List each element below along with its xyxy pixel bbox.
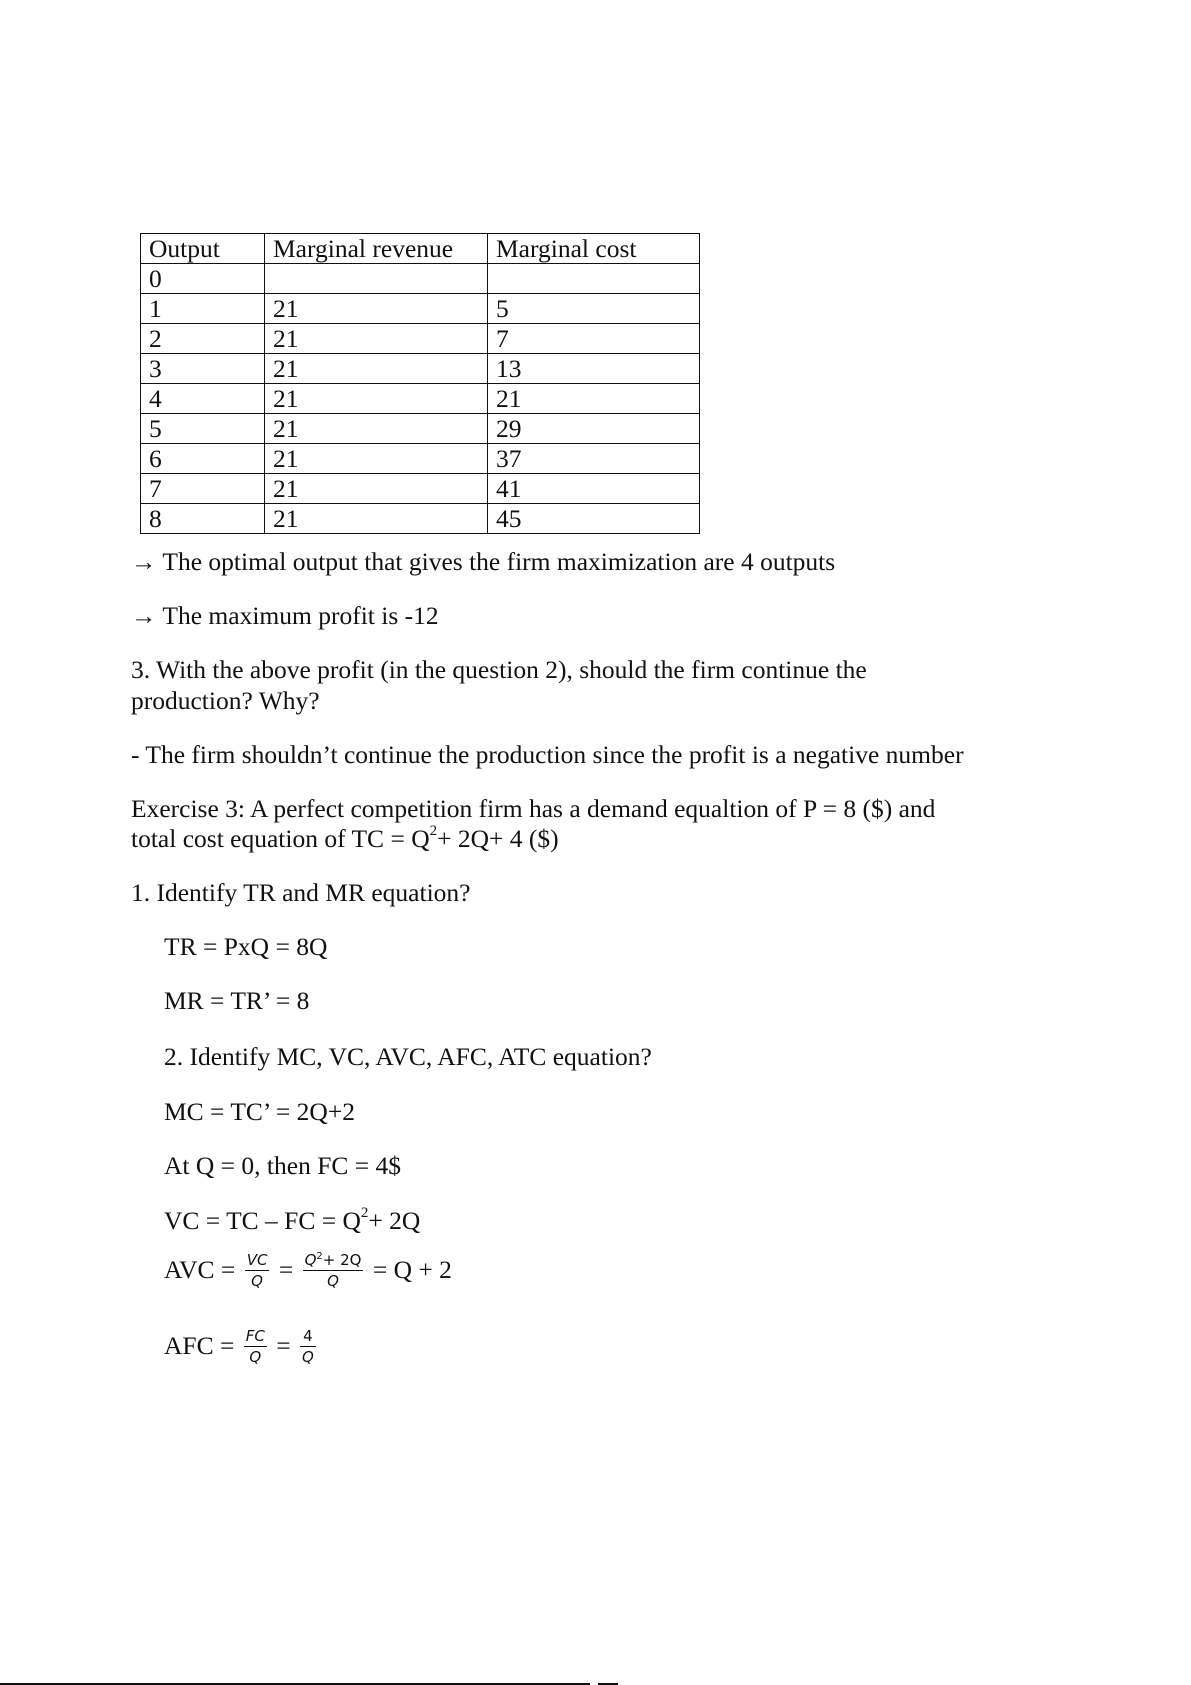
afc-fraction-1 xyxy=(244,1326,267,1367)
avc-label: AVC = xyxy=(164,1255,236,1285)
column-header: Marginal cost xyxy=(488,234,700,264)
table-cell: 0 xyxy=(141,264,265,294)
question-3-line-2: production? Why? xyxy=(131,686,320,715)
vc-text-rest: + 2Q xyxy=(368,1206,421,1235)
table-cell: 29 xyxy=(488,414,700,444)
mc-equation: MC = TC’ = 2Q+2 xyxy=(164,1097,355,1126)
table-cell: 1 xyxy=(141,294,265,324)
avc-fraction-2-numerator xyxy=(303,1250,364,1271)
table-cell: 41 xyxy=(488,474,700,504)
table-cell: 13 xyxy=(488,354,700,384)
tc-text: total cost equation of TC = Q xyxy=(131,824,430,853)
table-cell: 8 xyxy=(141,504,265,534)
avc-result: = Q + 2 xyxy=(372,1255,452,1285)
avc-equation xyxy=(164,1250,452,1291)
avc-numerator-q: Q xyxy=(304,1251,317,1269)
table-cell: 7 xyxy=(488,324,700,354)
table-row xyxy=(141,294,700,324)
tr-equation: TR = PxQ = 8Q xyxy=(164,932,328,961)
afc-fraction-2-numerator: 4 xyxy=(300,1326,316,1347)
table-cell xyxy=(265,264,488,294)
column-header: Output xyxy=(141,234,265,264)
afc-fraction-1-numerator: FC xyxy=(245,1327,265,1345)
afc-equals: = xyxy=(276,1331,291,1361)
table-cell: 21 xyxy=(488,384,700,414)
table-cell: 5 xyxy=(141,414,265,444)
table-cell: 7 xyxy=(141,474,265,504)
table-row xyxy=(141,444,700,474)
table-row xyxy=(141,414,700,444)
table-row xyxy=(141,504,700,534)
tc-text-rest: + 2Q+ 4 ($) xyxy=(437,824,559,853)
afc-fraction-1-denominator: Q xyxy=(249,1348,262,1366)
avc-numerator-rest: + 2Q xyxy=(322,1251,362,1269)
question-1-line: 1. Identify TR and MR equation? xyxy=(131,878,471,907)
table-cell: 21 xyxy=(265,474,488,504)
avc-fraction-2 xyxy=(303,1250,364,1291)
column-header: Marginal revenue xyxy=(265,234,488,264)
afc-fraction-2 xyxy=(300,1326,316,1367)
table-cell: 4 xyxy=(141,384,265,414)
max-profit-line: → The maximum profit is -12 xyxy=(131,601,439,630)
question-3-line-1: 3. With the above profit (in the question 2), should the firm continue the xyxy=(131,655,867,684)
table-cell: 3 xyxy=(141,354,265,384)
afc-fraction-2-denominator: Q xyxy=(302,1348,314,1366)
avc-fraction-2-denominator: Q xyxy=(327,1272,339,1290)
tc-exponent: 2 xyxy=(429,823,438,839)
avc-fraction-1-numerator: VC xyxy=(246,1251,268,1269)
afc-equation xyxy=(164,1326,319,1367)
table-header-row xyxy=(141,234,700,264)
table-cell: 2 xyxy=(141,324,265,354)
table-row xyxy=(141,354,700,384)
exercise-3-line-1: Exercise 3: A perfect competition firm has a demand equaltion of P = 8 ($) and xyxy=(131,794,936,823)
vc-exponent: 2 xyxy=(360,1205,369,1221)
table-cell: 5 xyxy=(488,294,700,324)
vc-text: VC = TC – FC = Q xyxy=(164,1206,361,1235)
table-row xyxy=(141,474,700,504)
table-cell: 6 xyxy=(141,444,265,474)
table-cell: 21 xyxy=(265,444,488,474)
table-cell: 21 xyxy=(265,324,488,354)
avc-numerator-exponent: 2 xyxy=(316,1251,323,1262)
avc-fraction-1 xyxy=(245,1250,270,1291)
table-cell: 21 xyxy=(265,414,488,444)
question-2-line: 2. Identify MC, VC, AVC, AFC, ATC equation? xyxy=(164,1042,652,1071)
answer-3-line: - The firm shouldn’t continue the production since the profit is a negative number xyxy=(131,740,964,769)
table-cell: 21 xyxy=(265,354,488,384)
exercise-3-line-2 xyxy=(131,824,559,855)
fc-equation: At Q = 0, then FC = 4$ xyxy=(164,1151,402,1180)
vc-equation xyxy=(164,1206,420,1237)
table-row xyxy=(141,324,700,354)
table-row xyxy=(141,264,700,294)
table-cell: 21 xyxy=(265,384,488,414)
table-cell: 21 xyxy=(265,504,488,534)
marginal-table xyxy=(140,233,700,534)
marginal-table-body xyxy=(141,234,700,534)
avc-fraction-1-denominator: Q xyxy=(251,1272,263,1290)
table-cell xyxy=(488,264,700,294)
table-cell: 45 xyxy=(488,504,700,534)
afc-label: AFC = xyxy=(164,1331,235,1361)
table-row xyxy=(141,384,700,414)
mr-equation: MR = TR’ = 8 xyxy=(164,986,310,1015)
table-cell: 37 xyxy=(488,444,700,474)
table-cell: 21 xyxy=(265,294,488,324)
optimal-output-line: → The optimal output that gives the firm maximization are 4 outputs xyxy=(131,547,836,576)
avc-equals: = xyxy=(278,1255,294,1285)
